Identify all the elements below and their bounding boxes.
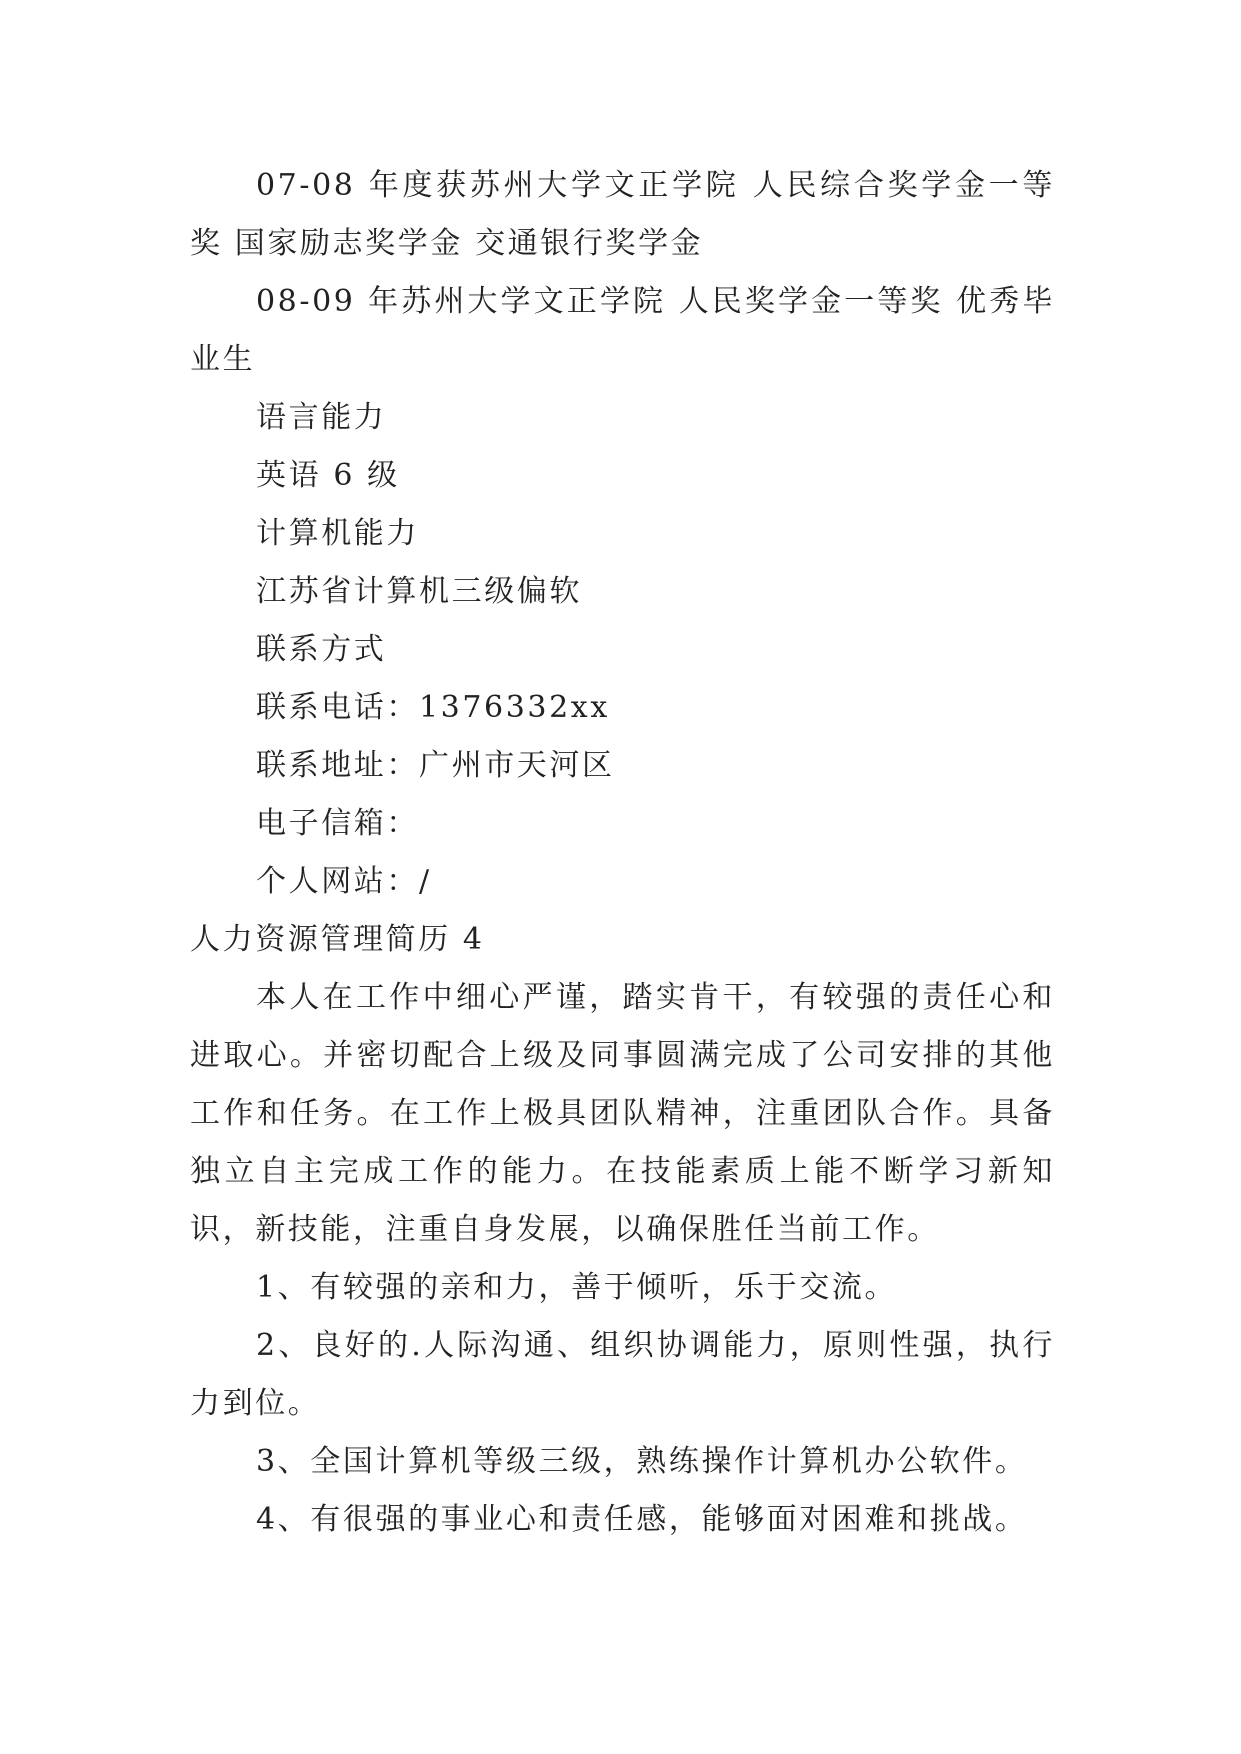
contact-email: 电子信箱：	[256, 806, 419, 841]
paragraph-self-summary: 本人在工作中细心严谨，踏实肯干，有较强的责任心和进取心。并密切配合上级及同事圆满完成了公司安排的其他工作和任务。在工作上极具团队精神，注重团队合作。具备独立自主完成工作的能力。在技能素质上能不断学习新知识，新技能，注重自身发展，以确保胜任当前工作。	[190, 980, 1055, 1247]
list-item-3: 3、全国计算机等级三级，熟练操作计算机办公软件。	[256, 1444, 1028, 1479]
document-body	[190, 157, 1055, 1549]
paragraph-awards-0708: 07-08 年度获苏州大学文正学院 人民综合奖学金一等奖 国家励志奖学金 交通银行奖学金	[190, 168, 1055, 261]
section-title: 人力资源管理简历 4	[190, 922, 485, 957]
heading-computer-ability: 计算机能力	[256, 516, 419, 551]
heading-language-ability: 语言能力	[256, 400, 387, 435]
contact-address: 联系地址：广州市天河区	[256, 748, 615, 783]
contact-phone: 联系电话：1376332xx	[256, 690, 610, 725]
heading-contact: 联系方式	[256, 632, 387, 667]
paragraph-english-level: 英语 6 级	[256, 458, 400, 493]
list-item-2: 2、良好的.人际沟通、组织协调能力，原则性强，执行力到位。	[190, 1328, 1055, 1421]
paragraph-computer-level: 江苏省计算机三级偏软	[256, 574, 582, 609]
list-item-1: 1、有较强的亲和力，善于倾听，乐于交流。	[256, 1270, 898, 1305]
paragraph-awards-0809: 08-09 年苏州大学文正学院 人民奖学金一等奖 优秀毕业生	[190, 284, 1055, 377]
contact-website: 个人网站：/	[256, 864, 432, 899]
list-item-4: 4、有很强的事业心和责任感，能够面对困难和挑战。	[256, 1502, 1028, 1537]
